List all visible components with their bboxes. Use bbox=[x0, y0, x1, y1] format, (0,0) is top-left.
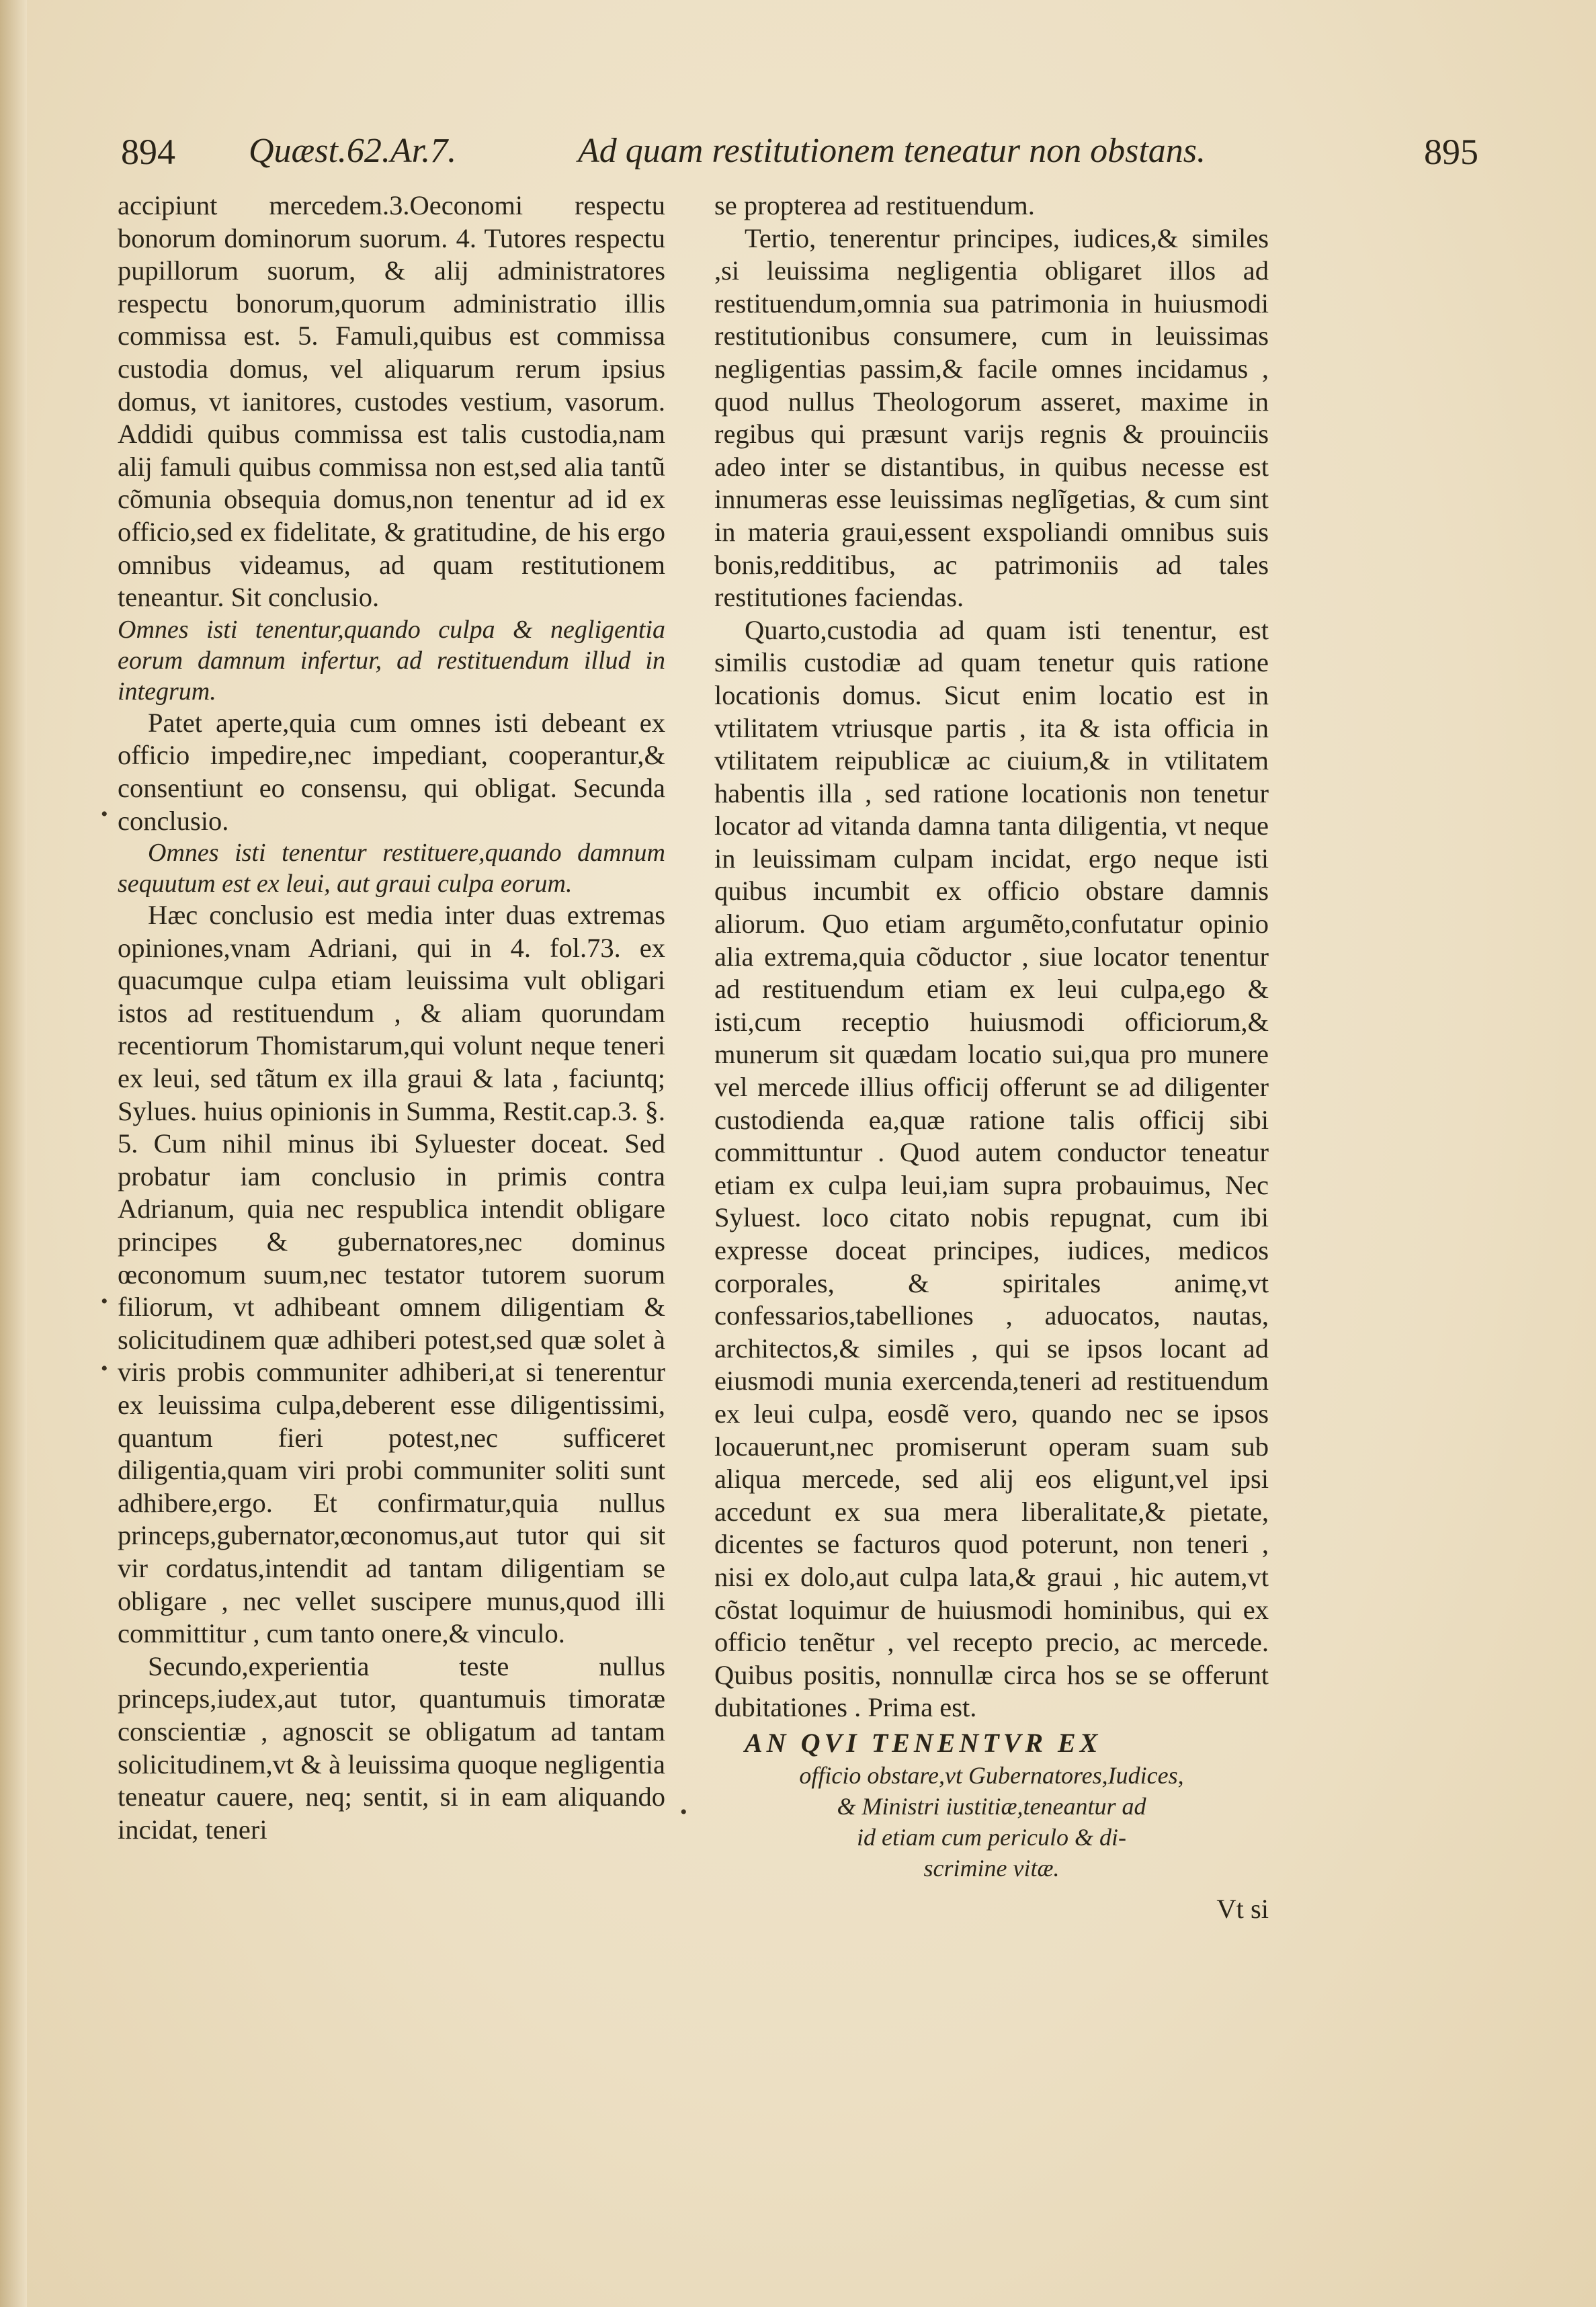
question-line: officio obstare,vt Gubernatores,Iudices, bbox=[799, 1761, 1184, 1789]
paragraph: se propterea ad restituendum. bbox=[714, 190, 1035, 220]
conclusion-italic: Omnes isti tenentur,quando culpa & negligentia eorum damnum infertur, ad restituendum illud in integrum. bbox=[118, 615, 665, 706]
catchword: Vt si bbox=[1216, 1893, 1269, 1924]
left-column bbox=[118, 190, 665, 1846]
paragraph: Patet aperte,quia cum omnes isti debeant ex officio impedire,nec impediant, cooperantur,& consentiunt eo consensu, qui obligat. Secunda conclusio. bbox=[118, 707, 665, 836]
question-line: id etiam cum periculo & di- bbox=[857, 1823, 1126, 1851]
page-number-right: 895 bbox=[1424, 132, 1478, 172]
paragraph: Tertio, tenerentur principes, iudices,& similes ,si leuissima negligentia obligaret illos ad restituendum,omnia sua patrimonia in huiusmodi restitutionibus consumere, cum in leuissimas negligentias passim,& facile omnes incidamus , quod nullus Theologorum asseret, maxime in regibus qui præsunt varijs regnis & prouinciis adeo inter se distantibus, in quibus necesse est innumeras esse leuissimas neglĩgetias, & cum sint in materia graui,essent exspoliandi omnibus suis bonis,redditibus, ac patrimoniis ad tales restitutiones faciendas. bbox=[714, 222, 1269, 613]
paragraph: accipiunt mercedem.3.Oeconomi respectu bonorum dominorum suorum. 4. Tutores respectu pupillorum suorum, & alij administratores respectu bonorum,quorum administratio illis commissa est. 5. Famuli,quibus est commissa custodia domus, vel aliquarum rerum ipsius domus, vt ianitores, custodes vestium, vasorum. Addidi quibus commissa est talis custodia,nam alij famuli quibus commissa non est,sed alia tantũ cõmunia obsequia domus,non tenentur ad id ex officio,sed ex fidelitate, & gratitudine, de his ergo omnibus videamus, ad quam restitutionem teneantur. Sit conclusio. bbox=[118, 190, 665, 613]
paragraph: Secundo,experientia teste nullus princeps,iudex,aut tutor, quantumuis timoratæ conscientiæ , agnoscit se obligatum ad tantam solicitudinem,vt & à leuissima quoque negligentia teneatur cauere, neq; sentit, si in eam aliquando incidat, teneri bbox=[118, 1650, 665, 1845]
paragraph: Quarto,custodia ad quam isti tenentur, est similis custodiæ ad quam tenetur quis ratione locationis domus. Sicut enim locatio est in vtilitatem vtriusque partis , ita & ista officia in vtilitatem reipublicæ ac ciuium,& in vtilitatem habentis illa , sed ratione locationis non tenetur locator ad vitanda damna tanta diligentia, vt neque in leuissimam culpam incidat, ergo neque isti quibus incumbit ex officio obstare damnis aliorum. Quo etiam argumẽto,confutatur opinio alia extrema,quia cõductor , siue locator tenentur ad restituendum etiam ex leui culpa,ego & isti,cum receptio huiusmodi officiorum,& munerum sit quædam locatio sui,qua pro munere vel mercede illius officij offerunt se ad diligenter custodienda ea,quæ ratione talis officij sibi committuntur . Quod autem conductor teneatur etiam ex culpa leui,iam supra probauimus, Nec Syluest. loco citato nobis repugnat, cum ibi expresse doceat principes, iudices, medicos corporales, & spiritales animę,vt confessarios,tabelliones , aduocatos, nautas, architectos,& similes , qui se ipsos locant ad eiusmodi munia exercenda,teneri ad restituendum ex leui culpa, eosdẽ vero, quando nec se ipsos locauerunt,nec promiserunt operam suam sub aliqua mercede, sed alij eos eligunt,vel ipsi accedunt ex sua mera liberalitate,& pietate, dicentes se facturos quod poterunt, non teneri , nisi ex dolo,aut culpa lata,& graui , hic autem,vt cõstat loquimur de huiusmodi hominibus, qui ex officio tenẽtur , vel recepto precio, ac mercede. Quibus positis, nonnullæ circa hos se se offerunt dubitationes . Prima est. bbox=[714, 614, 1269, 1723]
right-column bbox=[714, 190, 1269, 1925]
page-number-left: 894 bbox=[121, 132, 175, 172]
page-gutter-shadow bbox=[0, 0, 27, 2307]
margin-mark: • bbox=[101, 803, 108, 825]
question-line: & Ministri iustitiæ,teneantur ad bbox=[837, 1792, 1146, 1820]
running-head-left: Quæst.62.Ar.7. bbox=[249, 132, 457, 170]
question-heading: AN QVI TENENTVR EX bbox=[745, 1727, 1102, 1758]
running-head-right: Ad quam restitutionem teneatur non obstans. bbox=[578, 132, 1206, 170]
margin-mark: • bbox=[680, 1801, 687, 1823]
conclusion-italic: Omnes isti tenentur restituere,quando damnum sequutum est ex leui, aut graui culpa eorum. bbox=[118, 839, 665, 898]
running-header bbox=[121, 131, 1478, 185]
paragraph: Hæc conclusio est media inter duas extremas opiniones,vnam Adriani, qui in 4. fol.73. ex quacumque culpa etiam leuissima vult obligari istos ad restituendum , & aliam quorundam recentiorum Thomistarum,qui volunt neque teneri ex leui, sed tãtum ex illa graui & lata , faciuntq; Sylues. huius opinionis in Summa, Restit.cap.3. §. 5. Cum nihil minus ibi Syluester doceat. Sed probatur iam conclusio in primis contra Adrianum, quia nec respublica intendit obligare principes & gubernatores,nec dominus œconomum suum,nec testator tutorem suorum filiorum, vt adhibeant omnem diligentiam & solicitudinem quæ adhiberi potest,sed quæ solet à viris probis communiter adhiberi,at si tenerentur ex leuissima culpa,deberent esse diligentissimi, quantum fieri potest,nec sufficeret diligentia,quam viri probi communiter soliti sunt adhibere,ergo. Et confirmatur,quia nullus princeps,gubernator,œconomus,aut tutor qui sit vir cordatus,intendit ad tantam diligentiam se obligare , nec vellet suscipere munus,quod illi committitur , cum tanto onere,& vinculo. bbox=[118, 900, 665, 1649]
question-line: scrimine vitæ. bbox=[923, 1854, 1060, 1882]
margin-mark: • bbox=[101, 1290, 108, 1312]
margin-mark: • bbox=[101, 1357, 108, 1380]
